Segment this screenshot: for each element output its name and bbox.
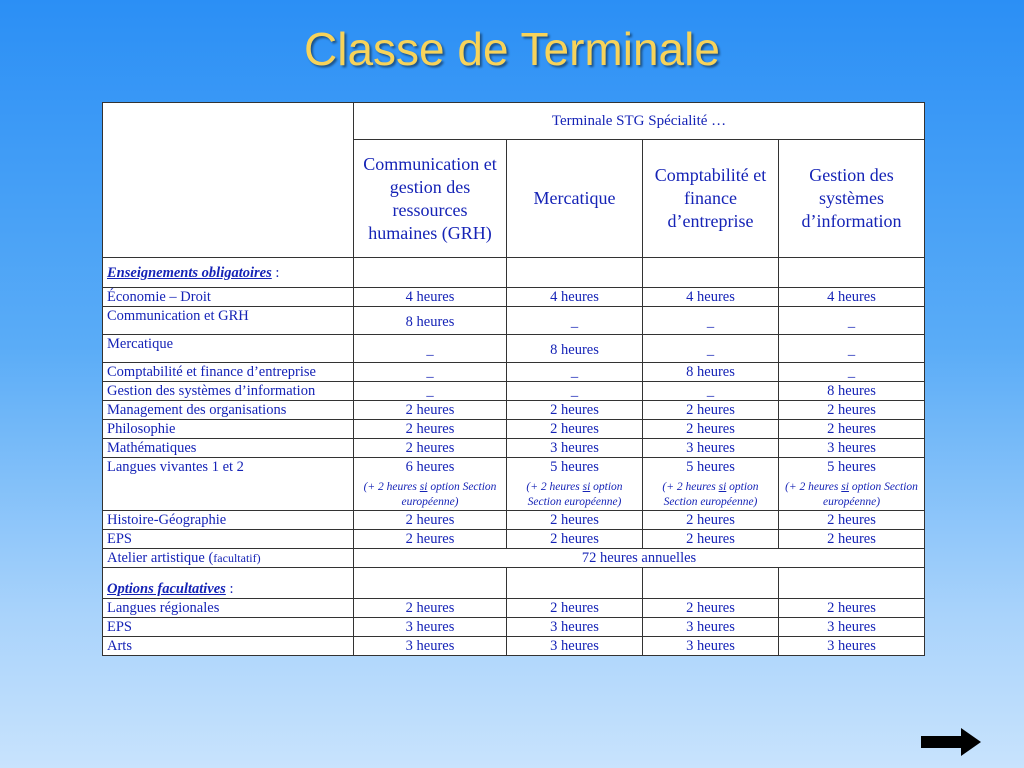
table-cell: 2 heures — [354, 439, 507, 458]
table-cell: 2 heures — [354, 420, 507, 439]
row-label: EPS — [103, 618, 354, 637]
table-cell: _ — [354, 363, 507, 382]
row-label: Management des organisations — [103, 401, 354, 420]
row-label: Économie – Droit — [103, 288, 354, 307]
table-row — [103, 458, 925, 511]
table-cell: 4 heures — [779, 288, 925, 307]
section-row — [103, 258, 925, 288]
table-cell: 4 heures — [354, 288, 507, 307]
table-cell: 3 heures — [507, 637, 643, 656]
table-cell: 2 heures — [643, 599, 779, 618]
row-label: Mercatique — [103, 335, 354, 363]
table-cell: _ — [643, 307, 779, 335]
table-cell: 2 heures — [643, 511, 779, 530]
table-row — [103, 511, 925, 530]
table-cell: 8 heures — [779, 382, 925, 401]
table-cell: 2 heures — [643, 420, 779, 439]
table-cell: 2 heures — [643, 401, 779, 420]
table-cell: 8 heures — [507, 335, 643, 363]
page-title: Classe de Terminale — [304, 23, 720, 75]
table-cell: 2 heures — [507, 599, 643, 618]
table-cell: 2 heures — [507, 530, 643, 549]
table-cell: _ — [779, 335, 925, 363]
section-heading: Options facultatives : — [103, 568, 354, 599]
spec-header-row — [103, 103, 925, 140]
table-cell: 2 heures — [507, 401, 643, 420]
table-cell: _ — [643, 382, 779, 401]
table-cell: 3 heures — [779, 618, 925, 637]
table-cell: 3 heures — [779, 439, 925, 458]
row-label: Comptabilité et finance d’entreprise — [103, 363, 354, 382]
cell-langues-1: 5 heures (+ 2 heures si option Section européenne) — [507, 458, 643, 511]
table-cell: 2 heures — [779, 599, 925, 618]
table-cell: 2 heures — [779, 511, 925, 530]
table-row — [103, 288, 925, 307]
table-cell: 2 heures — [507, 420, 643, 439]
atelier-value: 72 heures annuelles — [354, 549, 925, 568]
table-cell: 3 heures — [354, 618, 507, 637]
table-cell: 3 heures — [643, 618, 779, 637]
cell-langues-2: 5 heures (+ 2 heures si option Section européenne) — [643, 458, 779, 511]
table-row — [103, 637, 925, 656]
spec-header: Terminale STG Spécialité … — [354, 103, 925, 140]
right-arrow-icon[interactable] — [921, 728, 981, 756]
row-label: Arts — [103, 637, 354, 656]
table-cell: _ — [779, 363, 925, 382]
cell-langues-3: 5 heures (+ 2 heures si option Section européenne) — [779, 458, 925, 511]
table-row — [103, 382, 925, 401]
section-title: Enseignements obligatoires — [107, 264, 272, 281]
table-cell: _ — [507, 363, 643, 382]
table-cell: _ — [354, 335, 507, 363]
table-cell: _ — [507, 382, 643, 401]
column-header: Mercatique — [507, 140, 643, 258]
table-row — [103, 420, 925, 439]
row-label: Mathématiques — [103, 439, 354, 458]
table-cell: 4 heures — [643, 288, 779, 307]
table-row — [103, 530, 925, 549]
table-cell: 8 heures — [354, 307, 507, 335]
row-label: Gestion des systèmes d’information — [103, 382, 354, 401]
column-header: Communication et gestion des ressources humaines (GRH) — [354, 140, 507, 258]
table-cell: 3 heures — [643, 439, 779, 458]
table-row — [103, 335, 925, 363]
table-row — [103, 549, 925, 568]
row-label: Histoire-Géographie — [103, 511, 354, 530]
table-cell: _ — [779, 307, 925, 335]
row-label: Communication et GRH — [103, 307, 354, 335]
corner-cell — [103, 103, 354, 258]
timetable — [102, 102, 925, 656]
table-cell: 2 heures — [779, 530, 925, 549]
table-cell: 3 heures — [507, 618, 643, 637]
section-row — [103, 568, 925, 599]
table-cell: 2 heures — [779, 420, 925, 439]
table-row — [103, 439, 925, 458]
table-row — [103, 401, 925, 420]
cell-langues-0: 6 heures (+ 2 heures si option Section européenne) — [354, 458, 507, 511]
section-title: Options facultatives — [107, 581, 226, 597]
row-label: EPS — [103, 530, 354, 549]
table-cell: _ — [507, 307, 643, 335]
table-cell: 2 heures — [779, 401, 925, 420]
table-cell: 2 heures — [354, 599, 507, 618]
table-cell: 2 heures — [643, 530, 779, 549]
table-row — [103, 307, 925, 335]
table-cell: 2 heures — [354, 511, 507, 530]
table-cell: 3 heures — [507, 439, 643, 458]
table-cell: 3 heures — [354, 637, 507, 656]
table-cell: _ — [354, 382, 507, 401]
row-label: Philosophie — [103, 420, 354, 439]
table-row — [103, 363, 925, 382]
table-cell: 3 heures — [779, 637, 925, 656]
table-cell: 3 heures — [643, 637, 779, 656]
table-cell: _ — [643, 335, 779, 363]
column-header: Comptabilité et finance d’entreprise — [643, 140, 779, 258]
table-cell: 2 heures — [507, 511, 643, 530]
table-cell: 4 heures — [507, 288, 643, 307]
row-label: Atelier artistique (facultatif) — [103, 549, 354, 568]
column-header: Gestion des systèmes d’information — [779, 140, 925, 258]
section-heading: Enseignements obligatoires : — [103, 258, 354, 288]
row-label: Langues régionales — [103, 599, 354, 618]
row-label: Langues vivantes 1 et 2 — [103, 458, 354, 511]
table-cell: 2 heures — [354, 401, 507, 420]
table-row — [103, 618, 925, 637]
table-row — [103, 599, 925, 618]
table-cell: 2 heures — [354, 530, 507, 549]
table-cell: 8 heures — [643, 363, 779, 382]
